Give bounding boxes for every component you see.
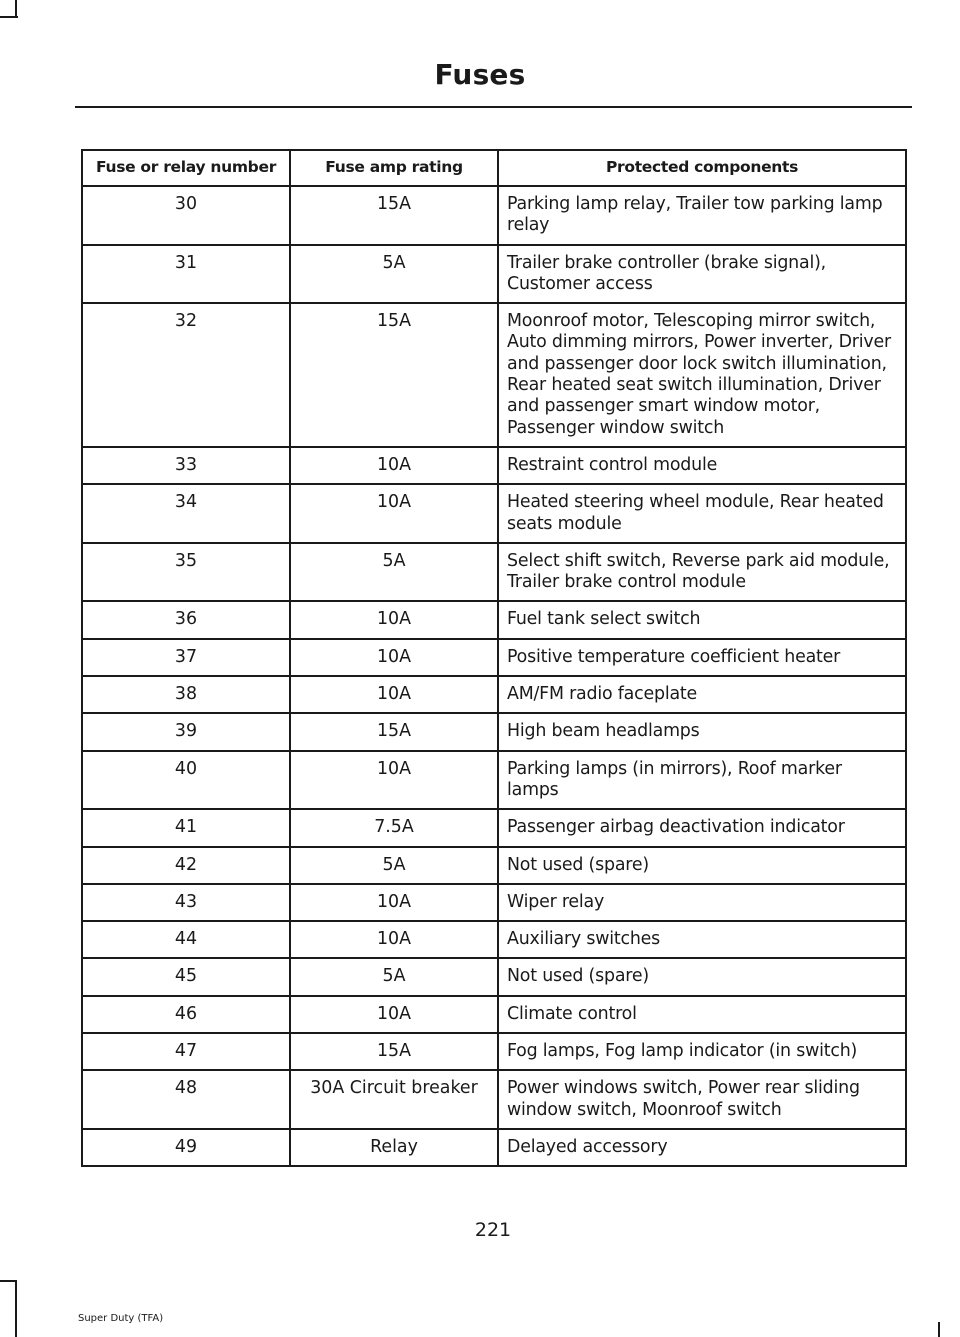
table-row [82,884,906,921]
fuse-number-cell: 45 [82,958,290,995]
fuse-table-body [82,186,906,1166]
protected-components-cell: Parking lamp relay, Trailer tow parking lamp relay [498,186,906,245]
protected-components-cell: Climate control [498,996,906,1033]
table-row [82,809,906,846]
protected-components-cell: Trailer brake controller (brake signal), Customer access [498,245,906,304]
fuse-number-cell: 39 [82,713,290,750]
amp-rating-cell: 5A [290,543,498,602]
publication-label: Super Duty (TFA) [78,1313,164,1324]
fuse-number-cell: 49 [82,1129,290,1166]
protected-components-cell: Select shift switch, Reverse park aid module, Trailer brake control module [498,543,906,602]
table-row [82,484,906,543]
fuse-number-cell: 48 [82,1070,290,1129]
table-row [82,847,906,884]
fuse-number-cell: 37 [82,639,290,676]
amp-rating-cell: 10A [290,751,498,810]
fuse-table [81,149,907,1167]
fuse-number-cell: 32 [82,303,290,447]
fuse-number-cell: 30 [82,186,290,245]
protected-components-cell: Passenger airbag deactivation indicator [498,809,906,846]
crop-mark-bottom-left [0,1280,16,1282]
page-number: 221 [474,1219,512,1241]
protected-components-cell: Wiper relay [498,884,906,921]
page-title: Fuses [434,58,526,91]
title-divider [75,106,912,108]
protected-components-cell: AM/FM radio faceplate [498,676,906,713]
fuse-number-cell: 36 [82,601,290,638]
amp-rating-cell: 15A [290,186,498,245]
fuse-number-cell: 33 [82,447,290,484]
amp-rating-cell: 15A [290,303,498,447]
amp-rating-cell: 10A [290,484,498,543]
table-row [82,996,906,1033]
protected-components-cell: Restraint control module [498,447,906,484]
protected-components-cell: Moonroof motor, Telescoping mirror switch, Auto dimming mirrors, Power inverter, Driver and passenger door lock switch illumination, Rear heated seat switch illumination, Driver and passenger smart window motor, Passenger window switch [498,303,906,447]
table-row [82,958,906,995]
fuse-number-cell: 40 [82,751,290,810]
column-header-protected-components: Protected components [498,150,906,186]
amp-rating-cell: 5A [290,958,498,995]
amp-rating-cell: 10A [290,996,498,1033]
table-row [82,1129,906,1166]
amp-rating-cell: Relay [290,1129,498,1166]
crop-mark-bottom-right [938,1322,940,1337]
protected-components-cell: Fuel tank select switch [498,601,906,638]
amp-rating-cell: 5A [290,245,498,304]
table-row [82,1070,906,1129]
fuse-number-cell: 43 [82,884,290,921]
crop-mark-bottom-left [15,1280,17,1337]
table-row [82,186,906,245]
amp-rating-cell: 10A [290,676,498,713]
amp-rating-cell: 10A [290,884,498,921]
protected-components-cell: Power windows switch, Power rear sliding window switch, Moonroof switch [498,1070,906,1129]
table-row [82,601,906,638]
fuse-number-cell: 34 [82,484,290,543]
protected-components-cell: Fog lamps, Fog lamp indicator (in switch) [498,1033,906,1070]
protected-components-cell: Not used (spare) [498,847,906,884]
amp-rating-cell: 5A [290,847,498,884]
amp-rating-cell: 10A [290,601,498,638]
protected-components-cell: High beam headlamps [498,713,906,750]
table-row [82,543,906,602]
fuse-number-cell: 44 [82,921,290,958]
table-row [82,713,906,750]
amp-rating-cell: 7.5A [290,809,498,846]
fuse-number-cell: 47 [82,1033,290,1070]
fuse-number-cell: 46 [82,996,290,1033]
protected-components-cell: Not used (spare) [498,958,906,995]
fuse-number-cell: 42 [82,847,290,884]
crop-mark-top-left [0,16,18,18]
fuse-number-cell: 41 [82,809,290,846]
table-row [82,921,906,958]
table-row [82,639,906,676]
fuse-number-cell: 35 [82,543,290,602]
table-row [82,447,906,484]
column-header-fuse-number: Fuse or relay number [82,150,290,186]
amp-rating-cell: 10A [290,447,498,484]
protected-components-cell: Parking lamps (in mirrors), Roof marker lamps [498,751,906,810]
table-row [82,303,906,447]
table-header-row [82,150,906,186]
table-row [82,245,906,304]
table-row [82,1033,906,1070]
amp-rating-cell: 15A [290,1033,498,1070]
column-header-amp-rating: Fuse amp rating [290,150,498,186]
protected-components-cell: Delayed accessory [498,1129,906,1166]
protected-components-cell: Positive temperature coefficient heater [498,639,906,676]
fuse-number-cell: 38 [82,676,290,713]
amp-rating-cell: 10A [290,921,498,958]
table-row [82,676,906,713]
table-row [82,751,906,810]
amp-rating-cell: 15A [290,713,498,750]
amp-rating-cell: 10A [290,639,498,676]
amp-rating-cell: 30A Circuit breaker [290,1070,498,1129]
protected-components-cell: Auxiliary switches [498,921,906,958]
protected-components-cell: Heated steering wheel module, Rear heated seats module [498,484,906,543]
fuse-number-cell: 31 [82,245,290,304]
